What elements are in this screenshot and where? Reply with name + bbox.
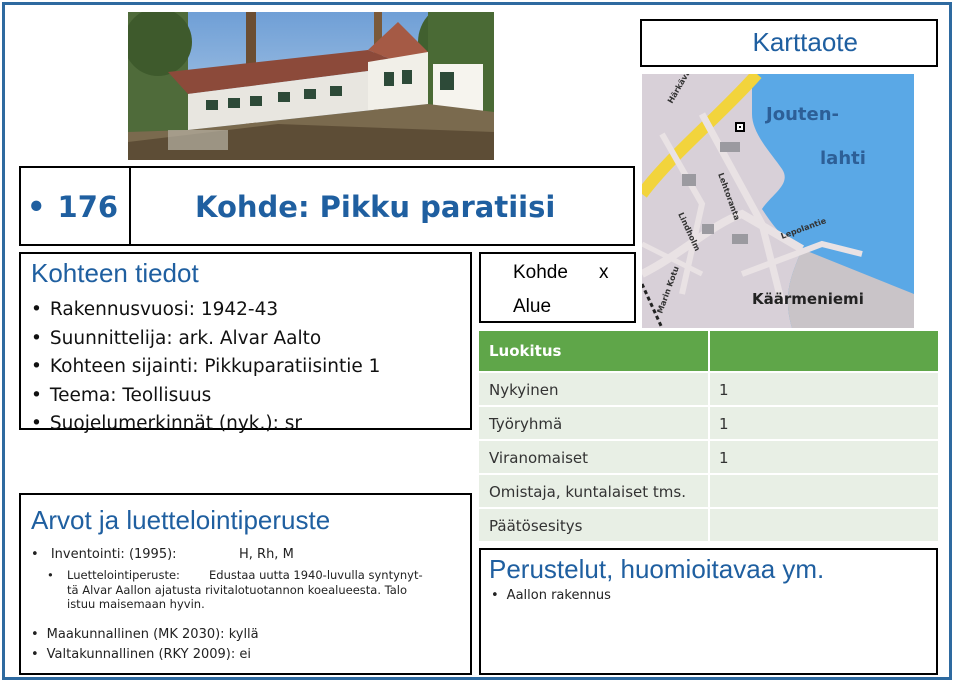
list-item: • Kohteen sijainti: Pikkuparatiisintie 1 — [31, 353, 380, 382]
luokitus-table — [479, 331, 938, 543]
list-item: • Aallon rakennus — [491, 588, 611, 603]
arvot-panel — [19, 493, 472, 675]
luettelointiperuste-label: Luettelointiperuste: — [67, 568, 180, 582]
maakunnallinen-line: • Maakunnallinen (MK 2030): kyllä — [31, 627, 259, 642]
map-label-joutenlahti-2: lahti — [820, 148, 866, 169]
arvot-heading: Arvot ja luettelointiperuste — [31, 505, 331, 535]
row-value: 1 — [719, 449, 729, 467]
map-title: Karttaote — [752, 27, 858, 57]
luettelointiperuste-line — [67, 568, 427, 612]
building-photo — [128, 12, 494, 160]
map-image — [642, 74, 914, 328]
list-item: • Rakennusvuosi: 1942-43 — [31, 296, 380, 325]
table-row — [479, 475, 938, 509]
valtakunnallinen-line: • Valtakunnallinen (RKY 2009): ei — [31, 647, 251, 662]
kohde-number-box — [19, 166, 131, 246]
kohde-title: Kohde: Pikku paratiisi — [195, 190, 556, 224]
map-label-street-1: Lehtoranta — [716, 171, 742, 222]
row-value: 1 — [719, 381, 729, 399]
list-item: • Teema: Teollisuus — [31, 382, 380, 411]
table-row — [479, 509, 938, 543]
list-item: • Suojelumerkinnät (nyk.): sr — [31, 410, 380, 439]
inventointi-value: H, Rh, M — [239, 547, 294, 562]
inventointi-line — [31, 547, 294, 562]
map-label-street-2: Lindholm — [676, 211, 702, 253]
map-label-joutenlahti-1: Jouten- — [766, 104, 839, 125]
perustelut-panel — [479, 548, 938, 675]
table-row — [479, 441, 938, 475]
kohde-title-box — [129, 166, 635, 246]
map-title-box — [640, 19, 938, 67]
row-label: Omistaja, kuntalaiset tms. — [489, 483, 686, 501]
location-map — [642, 74, 914, 328]
perustelut-heading: Perustelut, huomioitavaa ym. — [489, 554, 825, 584]
luettelointiperuste-text: Edustaa uutta 1940-luvulla syntynyt-tä Alvar Aallon ajatusta rivitalotuotannon koealueesta. Talo istuu maisemaan hyvin. — [67, 568, 423, 611]
kohde-number: • 176 — [27, 190, 119, 224]
map-label-street-5: Marin Kotu — [655, 264, 681, 315]
row-label: Nykyinen — [489, 381, 559, 399]
table-row — [479, 373, 938, 407]
kohteen-tiedot-panel — [19, 252, 472, 435]
map-label-kaarmeniemi: Käärmeniemi — [752, 290, 864, 308]
kohde-mark: x — [599, 262, 609, 283]
luokitus-header: Luokitus — [489, 342, 562, 360]
table-row — [479, 407, 938, 441]
alue-label: Alue — [513, 296, 552, 317]
map-label-street-3: Lepolantie — [779, 216, 828, 241]
inventointi-label: Inventointi: (1995): — [50, 547, 177, 562]
kohde-alue-box — [479, 252, 636, 323]
kohde-label: Kohde — [513, 262, 568, 283]
row-value: 1 — [719, 415, 729, 433]
kohteen-tiedot-list — [31, 296, 380, 439]
row-label: Päätösesitys — [489, 517, 583, 535]
table-header-row — [479, 331, 938, 373]
building-photo-image — [128, 12, 494, 160]
kohteen-tiedot-heading: Kohteen tiedot — [31, 258, 199, 288]
row-label: Työryhmä — [489, 415, 563, 433]
row-label: Viranomaiset — [489, 449, 589, 467]
list-item: • Suunnittelija: ark. Alvar Aalto — [31, 325, 380, 354]
